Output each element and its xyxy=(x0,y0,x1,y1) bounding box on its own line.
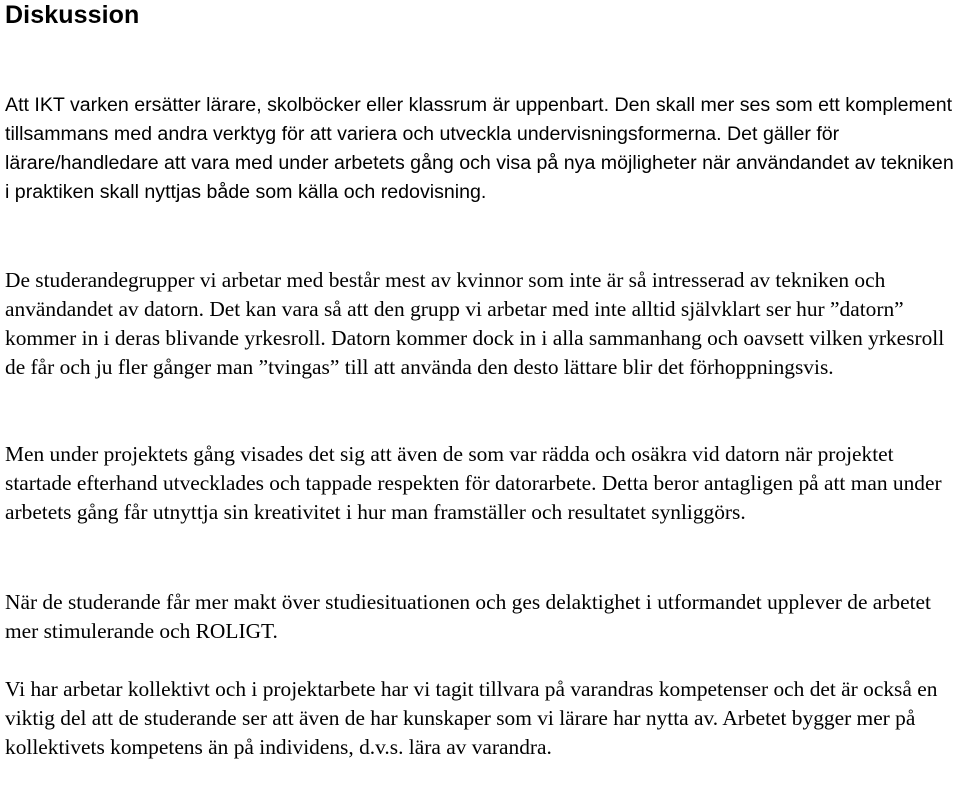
paragraph-projektets-gang: Men under projektets gång visades det sig att även de som var rädda och osäkra vid datorn när projektet startade efterhand utvecklades och tappade respekten för datorarbete. Detta beror antagligen på att man under arbetets gång får utnyttja sin kreativitet i hur man framställer och resultatet synliggörs. xyxy=(5,442,942,524)
paragraph-kollektivt: Vi har arbetar kollektivt och i projektarbete har vi tagit tillvara på varandras kompetenser och det är också en viktig del att de studerande ser att även de har kunskaper som vi lärare har nytta av. Arbetet bygger mer på kollektivets kompetens än på individens, d.v.s. lära av varandra. xyxy=(5,677,938,759)
document-page xyxy=(5,0,955,759)
page-title: Diskussion xyxy=(5,1,140,29)
paragraph-makt: När de studerande får mer makt över studiesituationen och ges delaktighet i utformandet upplever de arbetet mer stimulerande och ROLIGT. xyxy=(5,590,931,643)
paragraph-ikt: Att IKT varken ersätter lärare, skolböcker eller klassrum är uppenbart. Den skall mer ses som ett komplement tillsammans med andra verktyg för att variera och utveckla undervisningsformerna. Det gäller för lärare/handledare att vara med under arbetets gång och visa på nya möjligheter när användandet av tekniken i praktiken skall nyttjas både som källa och redovisning. xyxy=(5,94,954,203)
paragraph-studerandegrupper: De studerandegrupper vi arbetar med består mest av kvinnor som inte är så intresserad av tekniken och användandet av datorn. Det kan vara så att den grupp vi arbetar med inte alltid självklart ser hur ”datorn” kommer in i deras blivande yrkesroll. Datorn kommer dock in i alla sammanhang och oavsett vilken yrkesroll de får och ju fler gånger man ”tvingas” till att använda den desto lättare blir det förhoppningsvis. xyxy=(5,268,945,379)
